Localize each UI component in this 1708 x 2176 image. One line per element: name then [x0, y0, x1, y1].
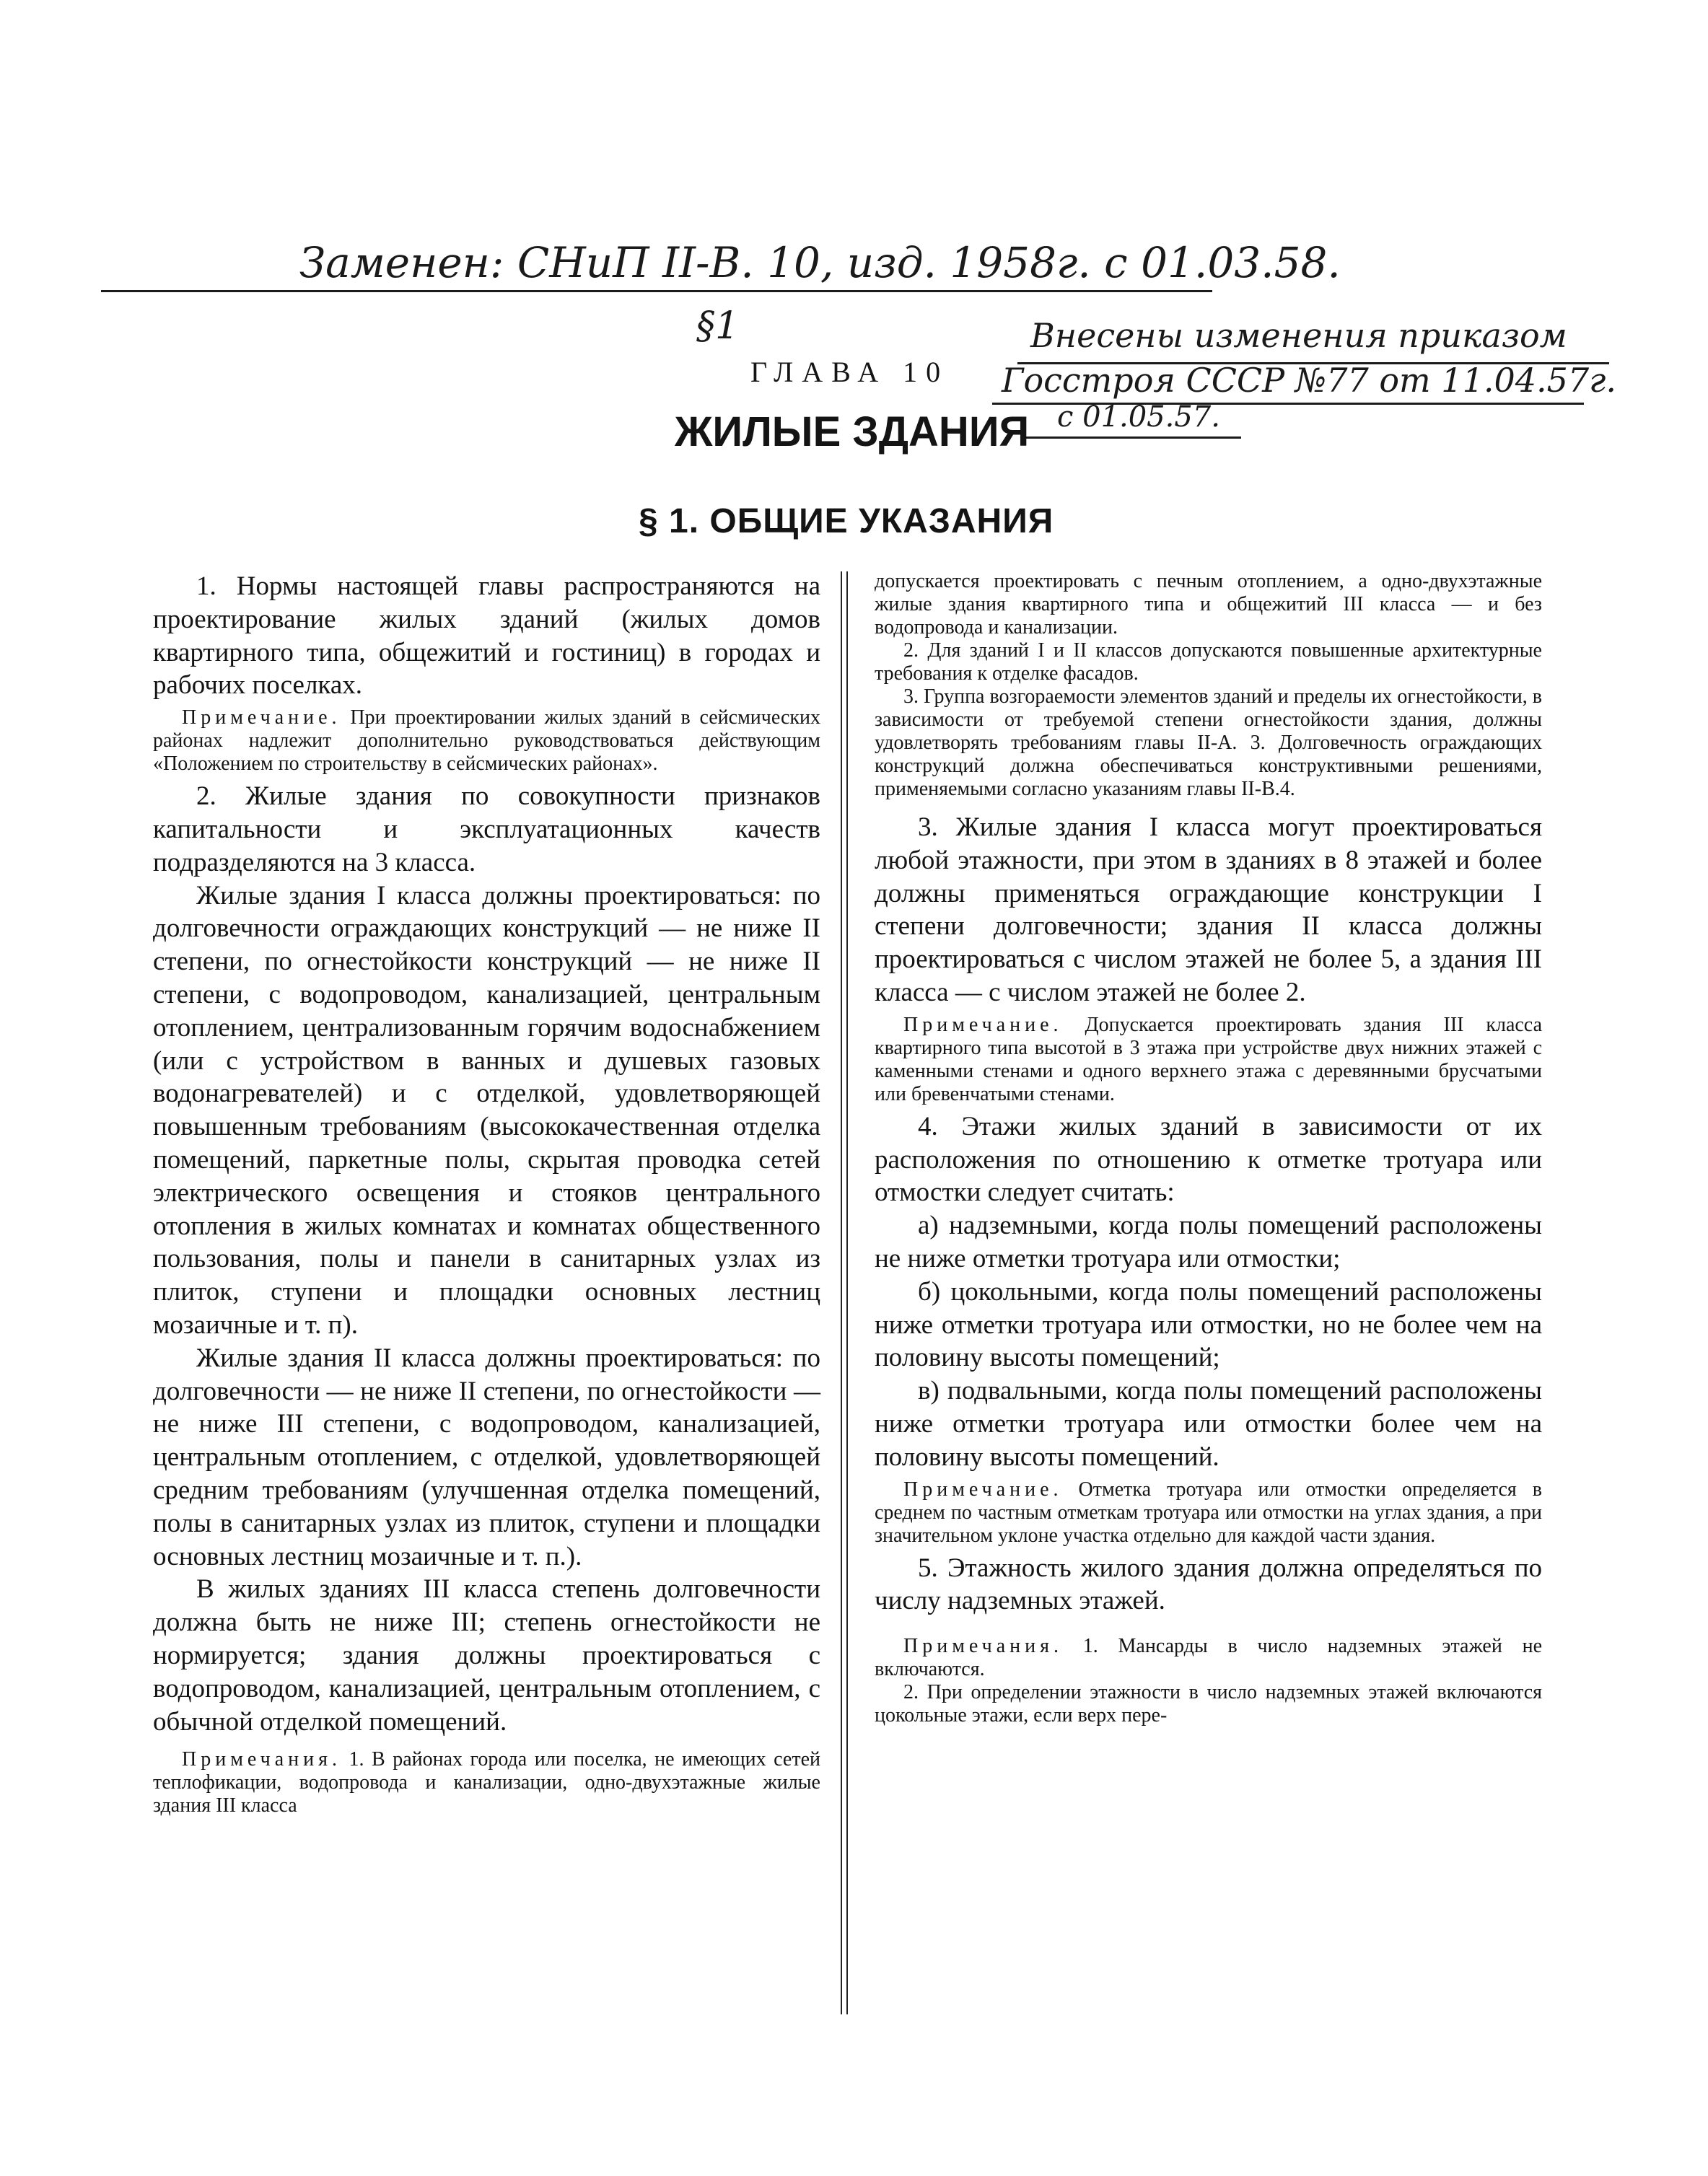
note-label: Примечание.	[903, 1478, 1063, 1501]
note-clause-4	[875, 1478, 1542, 1548]
clause-3: 3. Жилые здания I класса могут проектироваться любой этажности, при этом в зданиях в 8 этажей и более должны применяться ограждающие конструкции I степени долговечности; здания II класса должны проектироваться с числом этажей не более 5, а здания III класса — с числом этажей не более 2.	[875, 812, 1542, 1007]
clause-1: 1. Нормы настоящей главы распространяются на проектирование жилых зданий (жилых домов квартирного типа, общежитий и гостиниц) в городах и рабочих поселках.	[153, 571, 820, 701]
clause-4c: в) подвальными, когда полы помещений расположены ниже отметки тротуара или отмостки более чем на половину высоты помещений.	[875, 1376, 1542, 1472]
clause-4a: а) надземными, когда полы помещений расположены не ниже отметки тротуара или отмостки;	[875, 1211, 1542, 1273]
column-divider-left	[841, 571, 842, 2014]
handwritten-amendment-dash	[1025, 436, 1241, 439]
column-divider-right	[846, 571, 848, 2014]
section-title: § 1. ОБЩИЕ УКАЗАНИЯ	[639, 502, 1054, 540]
chapter-label: ГЛАВА 10	[750, 356, 950, 388]
class-3-requirements: В жилых зданиях III класса степень долговечности должна быть не ниже III; степень огнестойкости не нормируется; здания должны проектироваться с водопроводом, канализацией, центральным отоплением, с обычной отделкой помещений.	[153, 1574, 820, 1737]
clause-5: 5. Этажность жилого здания должна определяться по числу надземных этажей.	[875, 1553, 1542, 1616]
note-label: Примечание.	[903, 1013, 1063, 1036]
handwritten-amendment-line1: Внесены изменения приказом	[1030, 316, 1567, 355]
notes-clause-5-item-2: 2. При определении этажности в число надземных этажей включаются цокольные этажи, если верх пере-	[875, 1681, 1542, 1727]
note-text: Отметка тротуара или отмостки определяется в среднем по частным отметкам тротуара или отмостки на углах здания, а при значительном уклоне участка отдельно для каждой части здания.	[875, 1478, 1543, 1547]
notes-label: Примечания.	[903, 1635, 1064, 1658]
left-column	[153, 570, 820, 1817]
notes-text: 1. В районах города или поселка, не имеющих сетей теплофикации, водопровода и канализации, одно-двухэтажные жилые здания III класса	[153, 1748, 821, 1817]
right-column	[875, 570, 1542, 1727]
class-2-requirements: Жилые здания II класса должны проектироваться: по долговечности — не ниже II степени, по огнестойкости — не ниже III степени, с водопроводом, канализацией, центральным отоплением, с отделкой, удовлетворяющей средним требованиям (улучшенная отделка помещений, полы в санитарных узлах из плиток, ступени и площадки основных лестниц мозаичные и т. п.).	[153, 1343, 820, 1571]
handwritten-paragraph-mark: §1	[696, 304, 740, 348]
clause-4b: б) цокольными, когда полы помещений расположены ниже отметки тротуара или отмостки, но не более чем на половину высоты помещений;	[875, 1276, 1542, 1373]
notes-label: Примечания.	[182, 1748, 342, 1771]
note-2: 2. Для зданий I и II классов допускаются повышенные архитектурные требования к отделке фасадов.	[875, 639, 1542, 685]
note-text: При проектировании жилых зданий в сейсмических районах надлежит дополнительно руководствоваться действующим «Положением по строительству в сейсмических районах».	[153, 706, 821, 776]
note-label: Примечание.	[182, 706, 341, 729]
clause-4: 4. Этажи жилых зданий в зависимости от их расположения по отношению к отметке тротуара или отмостки следует считать:	[875, 1111, 1542, 1208]
note-clause-3	[875, 1014, 1542, 1106]
handwritten-amendment-line2: Госстроя СССР №77 от 11.04.57г.	[1002, 361, 1617, 400]
note-text: Допускается проектировать здания III класса квартирного типа высотой в 3 этажа при устройстве двух нижних этажей с каменными стенами и одного верхнего этажа с деревянными брусчатыми или бревенчатыми стенами.	[875, 1013, 1543, 1105]
handwritten-amendment-line3: с 01.05.57.	[1057, 400, 1220, 434]
notes-clause-5	[875, 1635, 1542, 1681]
handwritten-underline-top	[101, 290, 1212, 292]
note-clause-1	[153, 706, 820, 776]
notes-clause-2	[153, 1748, 820, 1817]
chapter-title: ЖИЛЫЕ ЗДАНИЯ	[675, 408, 1030, 455]
clause-2: 2. Жилые здания по совокупности признаков капитальности и эксплуатационных качеств подразделяются на 3 класса.	[153, 781, 820, 877]
notes-continuation: допускается проектировать с печным отоплением, а одно-двухэтажные жилые здания квартирного типа и общежитий III класса — и без водопровода и канализации.	[875, 570, 1542, 639]
note-3: 3. Группа возгораемости элементов зданий и пределы их огнестойкости, в зависимости от требуемой степени огнестойкости здания, должны удовлетворять требованиям главы II-А. 3. Долговечность ограждающих конструкций должна обеспечиваться конструктивными решениями, применяемыми согласно указаниям главы II-В.4.	[875, 685, 1542, 800]
handwritten-replacement-note: Заменен: СНиП II-В. 10, изд. 1958г. с 01.03.58.	[299, 238, 1341, 287]
class-1-requirements: Жилые здания I класса должны проектироваться: по долговечности ограждающих конструкций — не ниже II степени, по огнестойкости конструкций — не ниже II степени, с водопроводом, канализацией, центральным отоплением, централизованным горячим водоснабжением (или с устройством в ванных и душевых газовых водонагревателей) и с отделкой, удовлетворяющей повышенным требованиям (высококачественная отделка помещений, паркетные полы, скрытая проводка сетей электрического освещения и стояков центрального отопления в жилых комнатах и комнатах общественного пользования, полы и панели в санитарных узлах из плиток, ступени и площадки основных лестниц мозаичные и т. п).	[153, 880, 820, 1340]
notes-text: 1. Мансарды в число надземных этажей не включаются.	[875, 1635, 1543, 1681]
